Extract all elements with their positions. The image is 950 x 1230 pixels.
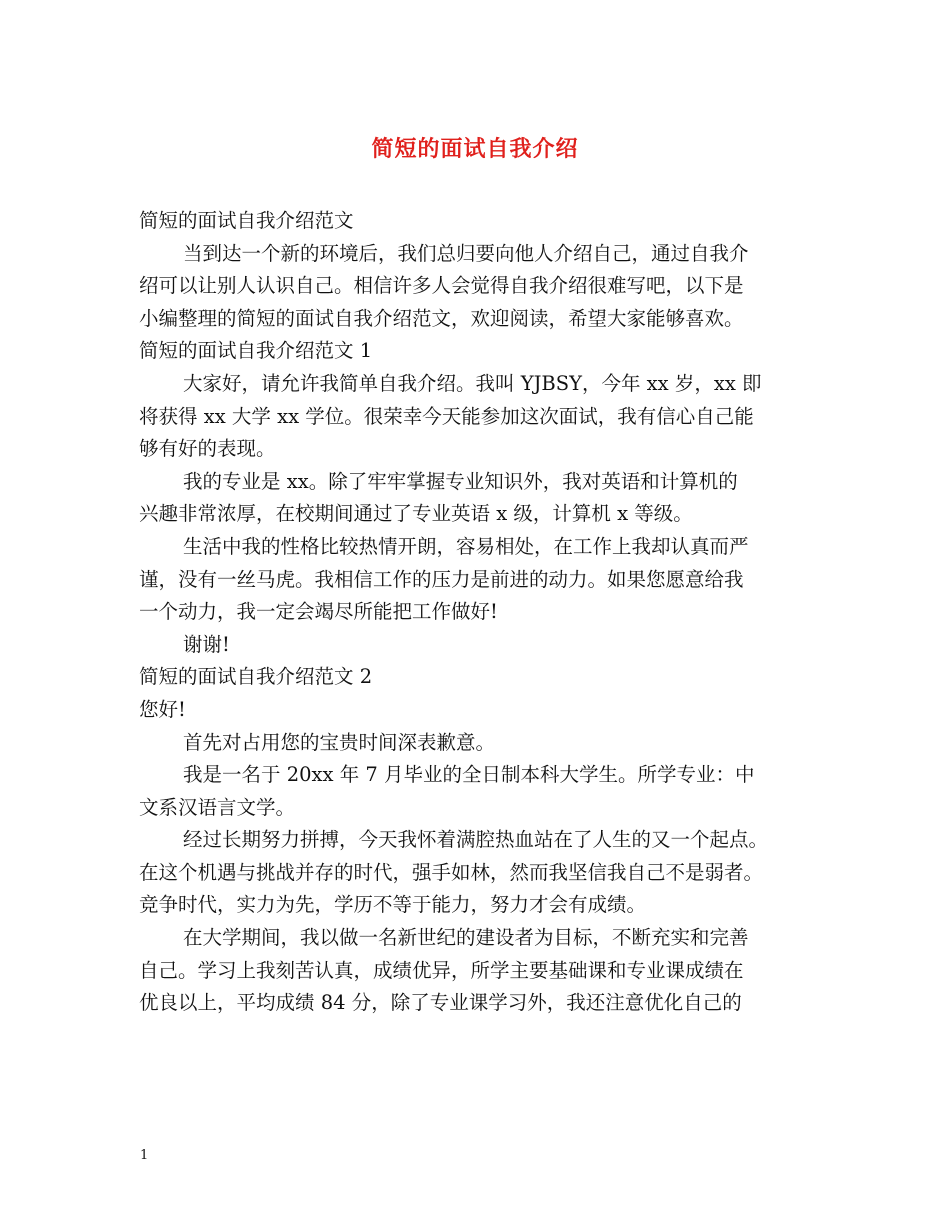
text-line: 绍可以让别人认识自己。相信许多人会觉得自我介绍很难写吧，以下是	[139, 274, 744, 298]
text-line: 小编整理的简短的面试自我介绍范文，欢迎阅读，希望大家能够喜欢。	[139, 306, 744, 330]
text-line: 在大学期间，我以做一名新世纪的建设者为目标，不断充实和完善	[183, 926, 749, 950]
text-line: 我是一名于 20xx 年 7 月毕业的全日制本科大学生。所学专业：中	[183, 763, 755, 787]
text-line: 在这个机遇与挑战并存的时代，强手如林，然而我坚信我自己不是弱者。	[139, 860, 764, 884]
text-line: 一个动力，我一定会竭尽所能把工作做好!	[139, 600, 498, 624]
text-line: 谢谢!	[183, 632, 230, 656]
document-title: 简短的面试自我介绍	[371, 136, 579, 162]
text-line: 文系汉语言文学。	[139, 795, 296, 819]
text-line: 生活中我的性格比较热情开朗，容易相处，在工作上我却认真而严	[183, 534, 749, 558]
text-line: 您好!	[139, 697, 186, 721]
text-line: 兴趣非常浓厚，在校期间通过了专业英语 x 级，计算机 x 等级。	[139, 502, 693, 526]
text-line: 大家好，请允许我简单自我介绍。我叫 YJBSY，今年 xx 岁，xx 即	[183, 371, 762, 395]
document-body	[139, 205, 819, 1020]
text-line: 谨，没有一丝马虎。我相信工作的压力是前进的动力。如果您愿意给我	[139, 567, 744, 591]
text-line: 简短的面试自我介绍范文	[139, 209, 354, 232]
text-line: 优良以上，平均成绩 84 分，除了专业课学习外，我还注意优化自己的	[139, 991, 742, 1015]
text-line: 将获得 xx 大学 xx 学位。很荣幸今天能参加这次面试，我有信心自己能	[139, 404, 754, 428]
text-line: 简短的面试自我介绍范文 1	[139, 339, 373, 363]
text-line: 我的专业是 xx。除了牢牢掌握专业知识外，我对英语和计算机的	[183, 469, 738, 493]
text-line: 够有好的表现。	[139, 437, 276, 461]
text-line: 经过长期努力拼搏，今天我怀着满腔热血站在了人生的又一个起点。	[183, 828, 769, 852]
text-line: 竞争时代，实力为先，学历不等于能力，努力才会有成绩。	[139, 893, 647, 917]
text-line: 自己。学习上我刻苦认真，成绩优异，所学主要基础课和专业课成绩在	[139, 958, 744, 982]
page-number: 1	[140, 1148, 149, 1163]
text-line: 当到达一个新的环境后，我们总归要向他人介绍自己，通过自我介	[183, 241, 749, 265]
text-line: 简短的面试自我介绍范文 2	[139, 665, 373, 689]
text-line: 首先对占用您的宝贵时间深表歉意。	[183, 730, 496, 754]
